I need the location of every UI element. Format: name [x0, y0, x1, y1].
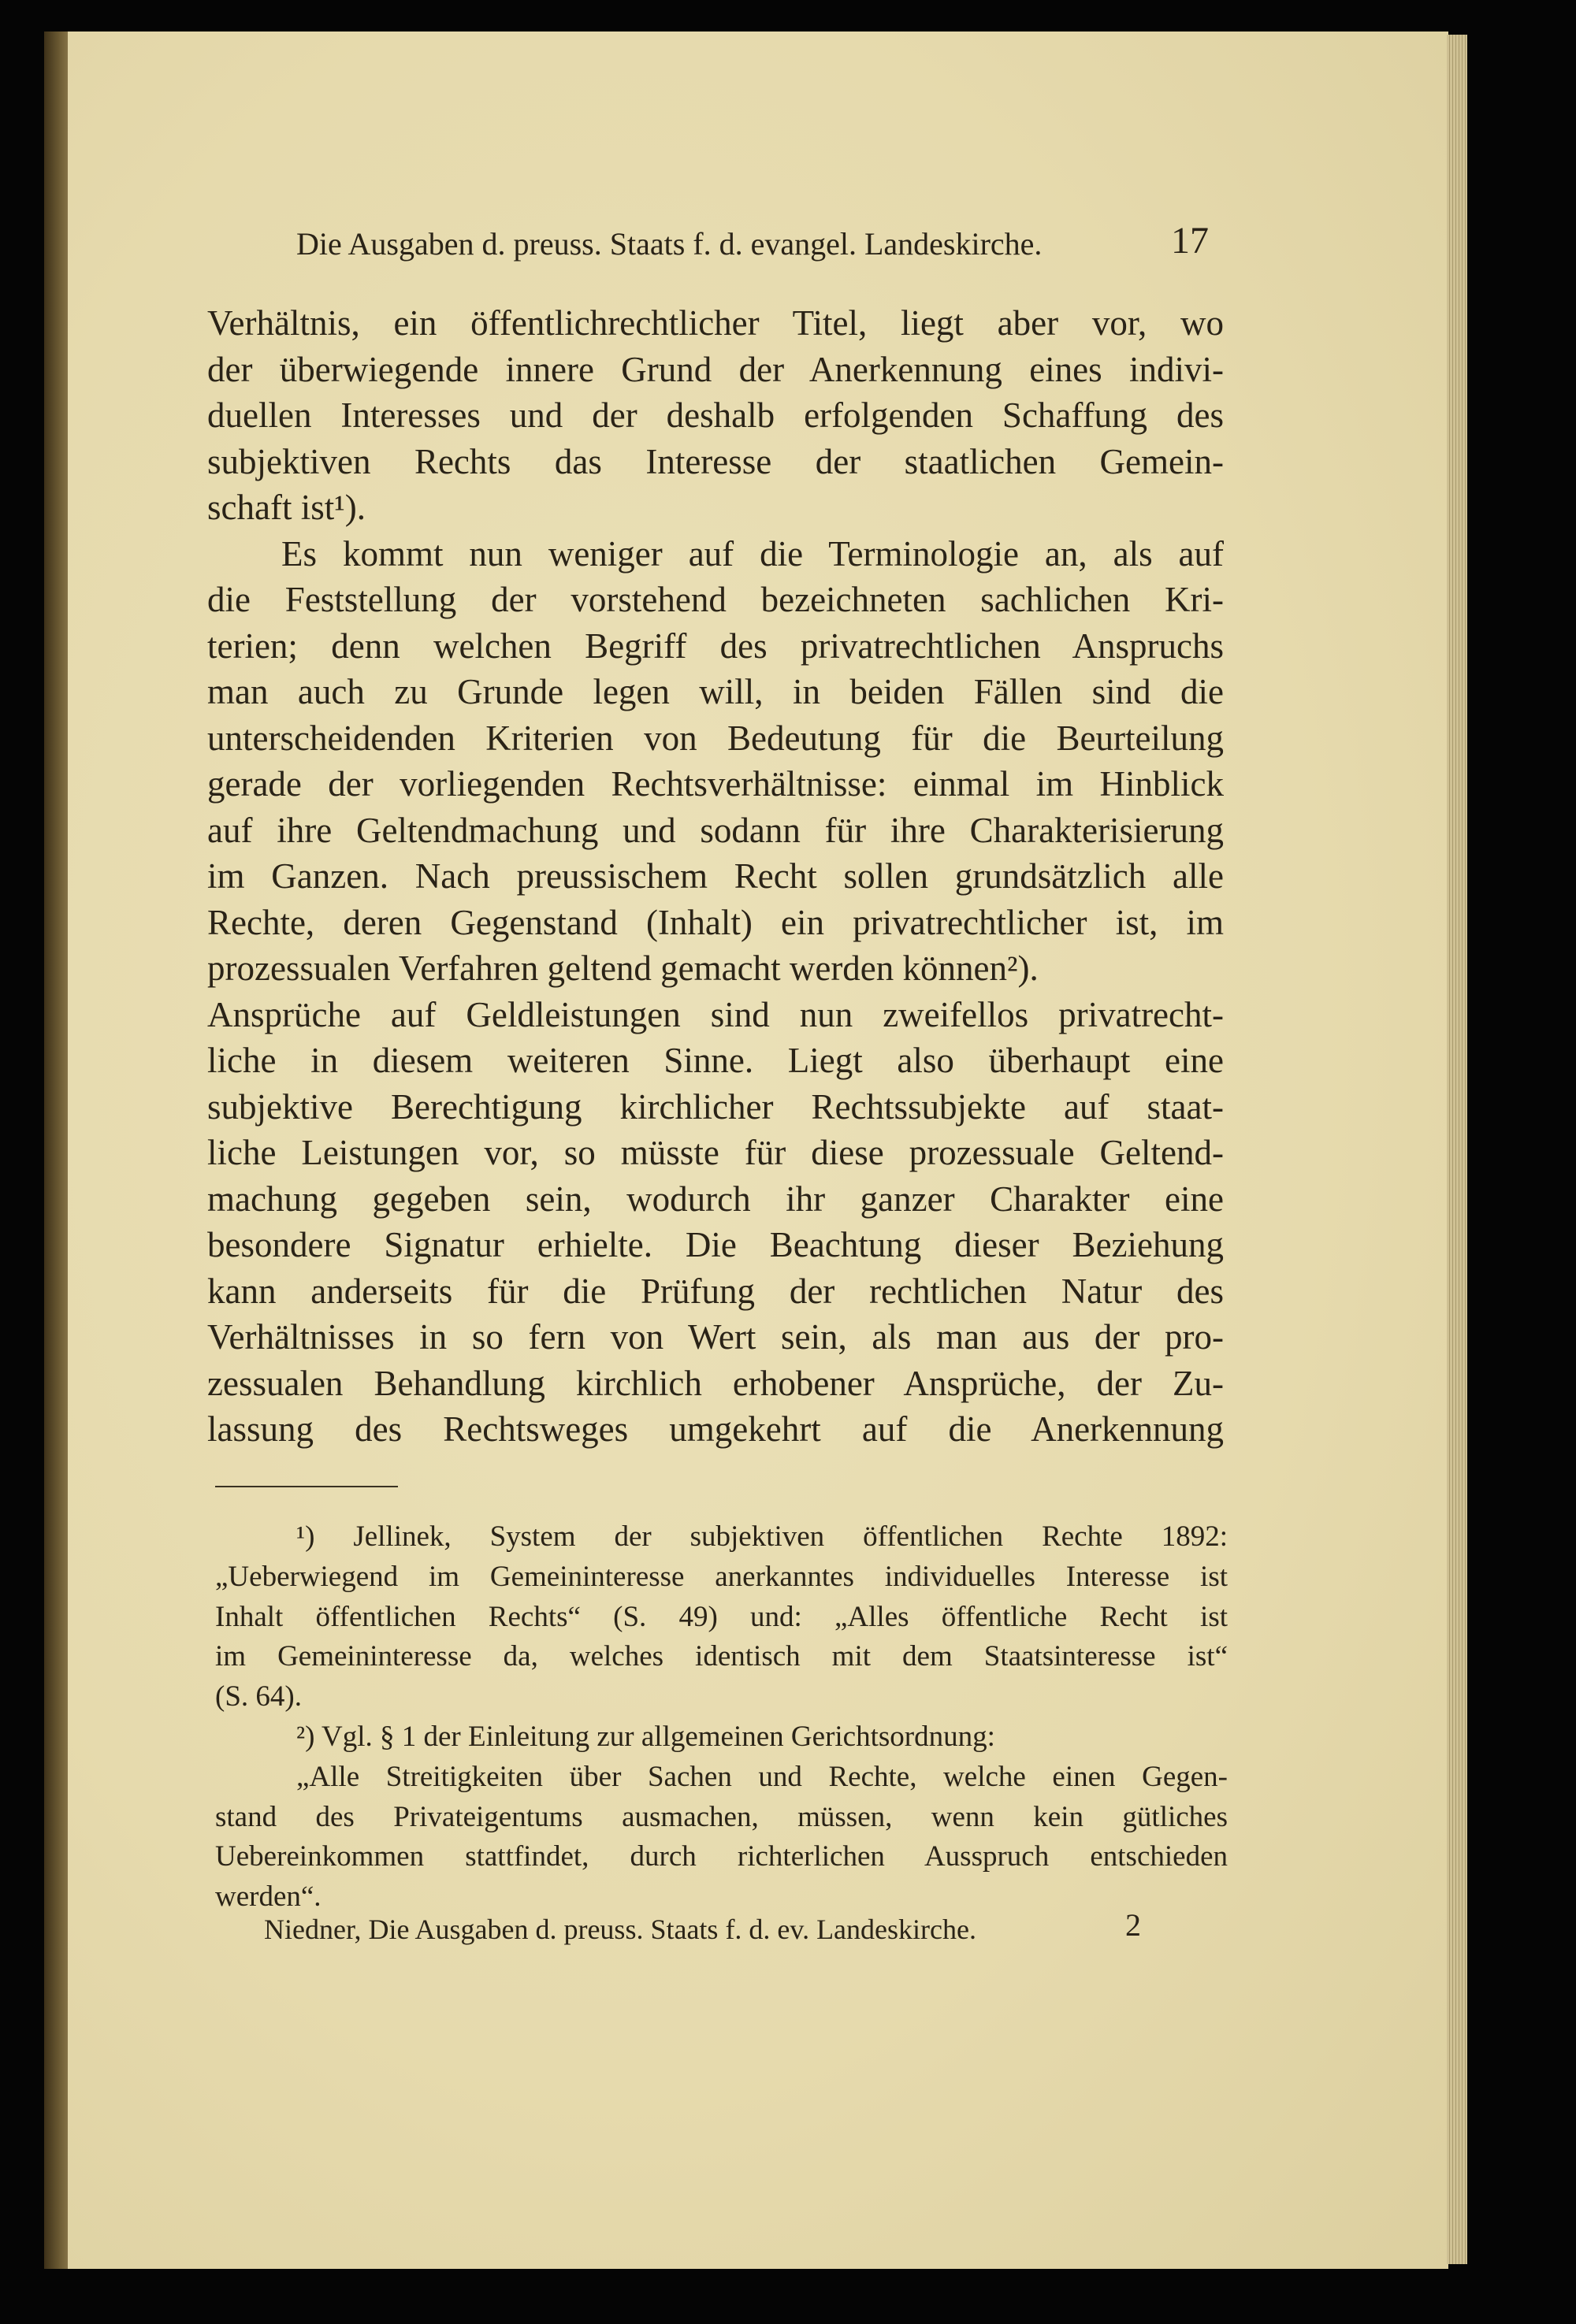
book-spine-shadow: [44, 32, 69, 2269]
body-line: zessualen Behandlung kirchlich erhobener Ansprüche, der Zu-: [207, 1363, 1224, 1403]
body-line: Es kommt nun weniger auf die Terminologie an, als auf: [281, 533, 1224, 574]
body-line: subjektiven Rechts das Interesse der staatlichen Gemein-: [207, 441, 1224, 481]
body-line: schaft ist¹).: [207, 488, 366, 527]
body-line: Rechte, deren Gegenstand (Inhalt) ein privatrechtlicher ist, im: [207, 902, 1224, 942]
body-line: die Feststellung der vorstehend bezeichneten sachlichen Kri-: [207, 580, 1224, 619]
body-line: im Ganzen. Nach preussischem Recht sollen grundsätzlich alle: [207, 856, 1224, 896]
body-line: duellen Interesses und der deshalb erfolgenden Schaffung des: [207, 395, 1224, 435]
footnote-line: Uebereinkommen stattfindet, durch richterlichen Ausspruch entschieden: [215, 1840, 1228, 1873]
body-line: Ansprüche auf Geldleistungen sind nun zweifellos privatrecht-: [207, 994, 1224, 1034]
signature-line: Niedner, Die Ausgaben d. preuss. Staats f. d. ev. Landeskirche.: [264, 1914, 976, 1945]
body-line: der überwiegende innere Grund der Anerkennung eines indivi-: [207, 349, 1224, 389]
body-line: lassung des Rechtsweges umgekehrt auf die Anerkennung: [207, 1409, 1224, 1449]
body-line: liche in diesem weiteren Sinne. Liegt also überhaupt eine: [207, 1041, 1224, 1080]
body-line: terien; denn welchen Begriff des privatrechtlichen Anspruchs: [207, 626, 1224, 666]
footnote-line: im Gemeininteresse da, welches identisch mit dem Staatsinteresse ist“: [215, 1640, 1228, 1673]
body-line: kann anderseits für die Prüfung der rechtlichen Natur des: [207, 1271, 1224, 1311]
footnotes: [215, 1517, 1228, 1917]
body-line: unterscheidenden Kriterien von Bedeutung für die Beurteilung: [207, 718, 1224, 758]
body-line: liche Leistungen vor, so müsste für diese prozessuale Geltend-: [207, 1133, 1224, 1172]
footnote-line: „Alle Streitigkeiten über Sachen und Rechte, welche einen Gegen-: [296, 1760, 1228, 1793]
footnote-line: werden“.: [215, 1880, 322, 1914]
footnote-line: „Ueberwiegend im Gemeininteresse anerkanntes individuelles Interesse ist: [215, 1560, 1228, 1593]
body-text: [207, 300, 1224, 1453]
sheet-number: 2: [1125, 1907, 1141, 1943]
page-number: 17: [1171, 220, 1209, 262]
body-line: besondere Signatur erhielte. Die Beachtung dieser Beziehung: [207, 1225, 1224, 1264]
footnote-line: ²) Vgl. § 1 der Einleitung zur allgemeinen Gerichtsordnung:: [296, 1720, 995, 1753]
footnote-separator: [215, 1486, 398, 1487]
footnote-line: ¹) Jellinek, System der subjektiven öffentlichen Rechte 1892:: [296, 1520, 1228, 1553]
body-line: Verhältnisses in so fern von Wert sein, als man aus der pro-: [207, 1317, 1224, 1357]
body-line: gerade der vorliegenden Rechtsverhältnisse: einmal im Hinblick: [207, 764, 1224, 804]
footnote-line: (S. 64).: [215, 1680, 302, 1713]
body-line: auf ihre Geltendmachung und sodann für ihre Charakterisierung: [207, 810, 1224, 850]
footnote-line: Inhalt öffentlichen Rechts“ (S. 49) und: „Alles öffentliche Recht ist: [215, 1600, 1228, 1633]
body-line: man auch zu Grunde legen will, in beiden Fällen sind die: [207, 672, 1224, 711]
running-header: Die Ausgaben d. preuss. Staats f. d. evangel. Landeskirche.: [296, 226, 1043, 262]
page-stack-edge: [1447, 35, 1467, 2264]
footnote-line: stand des Privateigentums ausmachen, müssen, wenn kein gütliches: [215, 1800, 1228, 1833]
body-line: prozessualen Verfahren geltend gemacht werden können²).: [207, 949, 1039, 988]
body-line: subjektive Berechtigung kirchlicher Rechtssubjekte auf staat-: [207, 1086, 1224, 1127]
body-line: machung gegeben sein, wodurch ihr ganzer Charakter eine: [207, 1179, 1224, 1219]
body-line: Verhältnis, ein öffentlichrechtlicher Titel, liegt aber vor, wo: [207, 303, 1224, 343]
